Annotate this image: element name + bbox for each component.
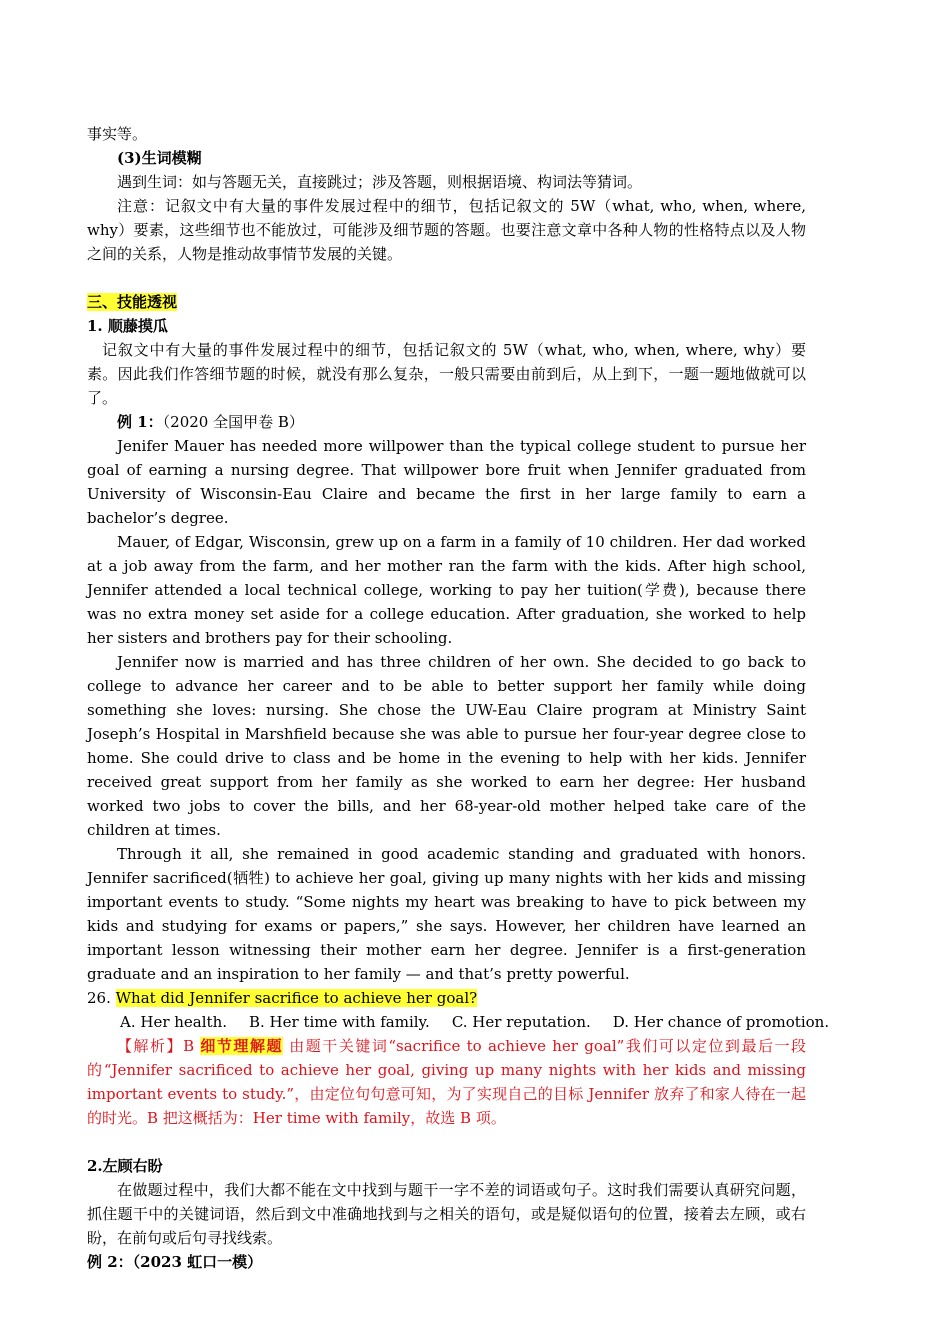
example-1-heading: 例 1：（2020 全国甲卷 B） [117,413,304,431]
subheading-unknown-words: (3)生词模糊 [117,149,202,167]
passage-paragraph: Through it all, she remained in good academic standing and graduated with honors. Jennifer sacrificed(牺牲) to achieve her goal, giving up many nights with her kids and missing important events to study. “Some nights my heart was breaking to have to pick between my kids and studying for exams or papers,” she says. However, her children have learned an important lesson witnessing their mother earn her degree. Jennifer is a first-generation graduate and an inspiration to her family — and that’s pretty powerful. [87,845,806,983]
method-2-text: 在做题过程中，我们大都不能在文中找到与题干一字不差的词语或句子。这时我们需要认真研究问题，抓住题干中的关键词语，然后到文中准确地找到与之相关的语句，或是疑似语句的位置，接着去左顾，或右盼，在前句或后句寻找线索。 [87,1181,806,1247]
intro-continuation: 事实等。 [87,125,148,143]
answer-options [87,1010,830,1034]
unknown-words-text: 遇到生词：如与答题无关，直接跳过；涉及答题，则根据语境、构词法等猜词。 [117,173,643,191]
note-paragraph: 注意：记叙文中有大量的事件发展过程中的细节，包括记叙文的 5W（what, who, when, where, why）要素，这些细节也不能放过，可能涉及细节题的答题。也要注意文章中各种人物的性格特点以及人物之间的关系，人物是推动故事情节发展的关键。 [87,197,806,263]
question-26: 26. What did Jennifer sacrifice to achieve her goal? [87,989,478,1007]
method-1-text: 记叙文中有大量的事件发展过程中的细节，包括记叙文的 5W（what, who, when, where, why）要素。因此我们作答细节题的时候，就没有那么复杂，一般只需要由前到后，从上到下，一题一题地做就可以了。 [87,341,806,407]
option-b: B. Her time with family. [249,1013,430,1031]
passage-paragraph: Mauer, of Edgar, Wisconsin, grew up on a farm in a family of 10 children. Her dad worked at a job away from the farm, and her mother ran the farm with the kids. After high school, Jennifer attended a local technical college, working to pay her tuition(学费), because there was no extra money set aside for a college education. After graduation, she worked to help her sisters and brothers pay for their schooling. [87,533,806,647]
example-2-heading: 例 2：（2023 虹口一模） [87,1253,263,1271]
document-page [87,122,830,1274]
passage-paragraph: Jenifer Mauer has needed more willpower than the typical college student to pursue her goal of earning a nursing degree. That willpower bore fruit when Jennifer graduated from University of Wisconsin-Eau Claire and became the first in her large family to earn a bachelor’s degree. [87,437,806,527]
analysis-paragraph: 【解析】B 细节理解题 由题干关键词“sacrifice to achieve her goal”我们可以定位到最后一段的“Jennifer sacrificed to achieve her goal, giving up many nights with her kids and missing important events to study.”，由定位句句意可知，为了实现自己的目标 Jennifer 放弃了和家人待在一起的时光。B 把这概括为：Her time with family，故选 B 项。 [87,1037,806,1127]
option-d: D. Her chance of promotion. [612,1013,830,1031]
section-title: 三、技能透视 [87,293,178,311]
method-1-title: 1. 顺藤摸瓜 [87,317,168,335]
option-c: C. Her reputation. [451,1013,591,1031]
question-type-tag: 细节理解题 [200,1037,283,1055]
passage-paragraph: Jennifer now is married and has three children of her own. She decided to go back to college to advance her career and to be able to better support her family while doing something she loves: nursing. She chose the UW-Eau Claire program at Ministry Saint Joseph’s Hospital in Marshfield because she was able to pursue her four-year degree close to home. She could drive to class and be home in the evening to help with her kids. Jennifer received great support from her family as she worked to earn her degree: Her husband worked two jobs to cover the bills, and her 68-year-old mother helped take care of the children at times. [87,653,806,839]
method-2-title: 2.左顾右盼 [87,1157,163,1175]
option-a: A. Her health. [120,1013,227,1031]
